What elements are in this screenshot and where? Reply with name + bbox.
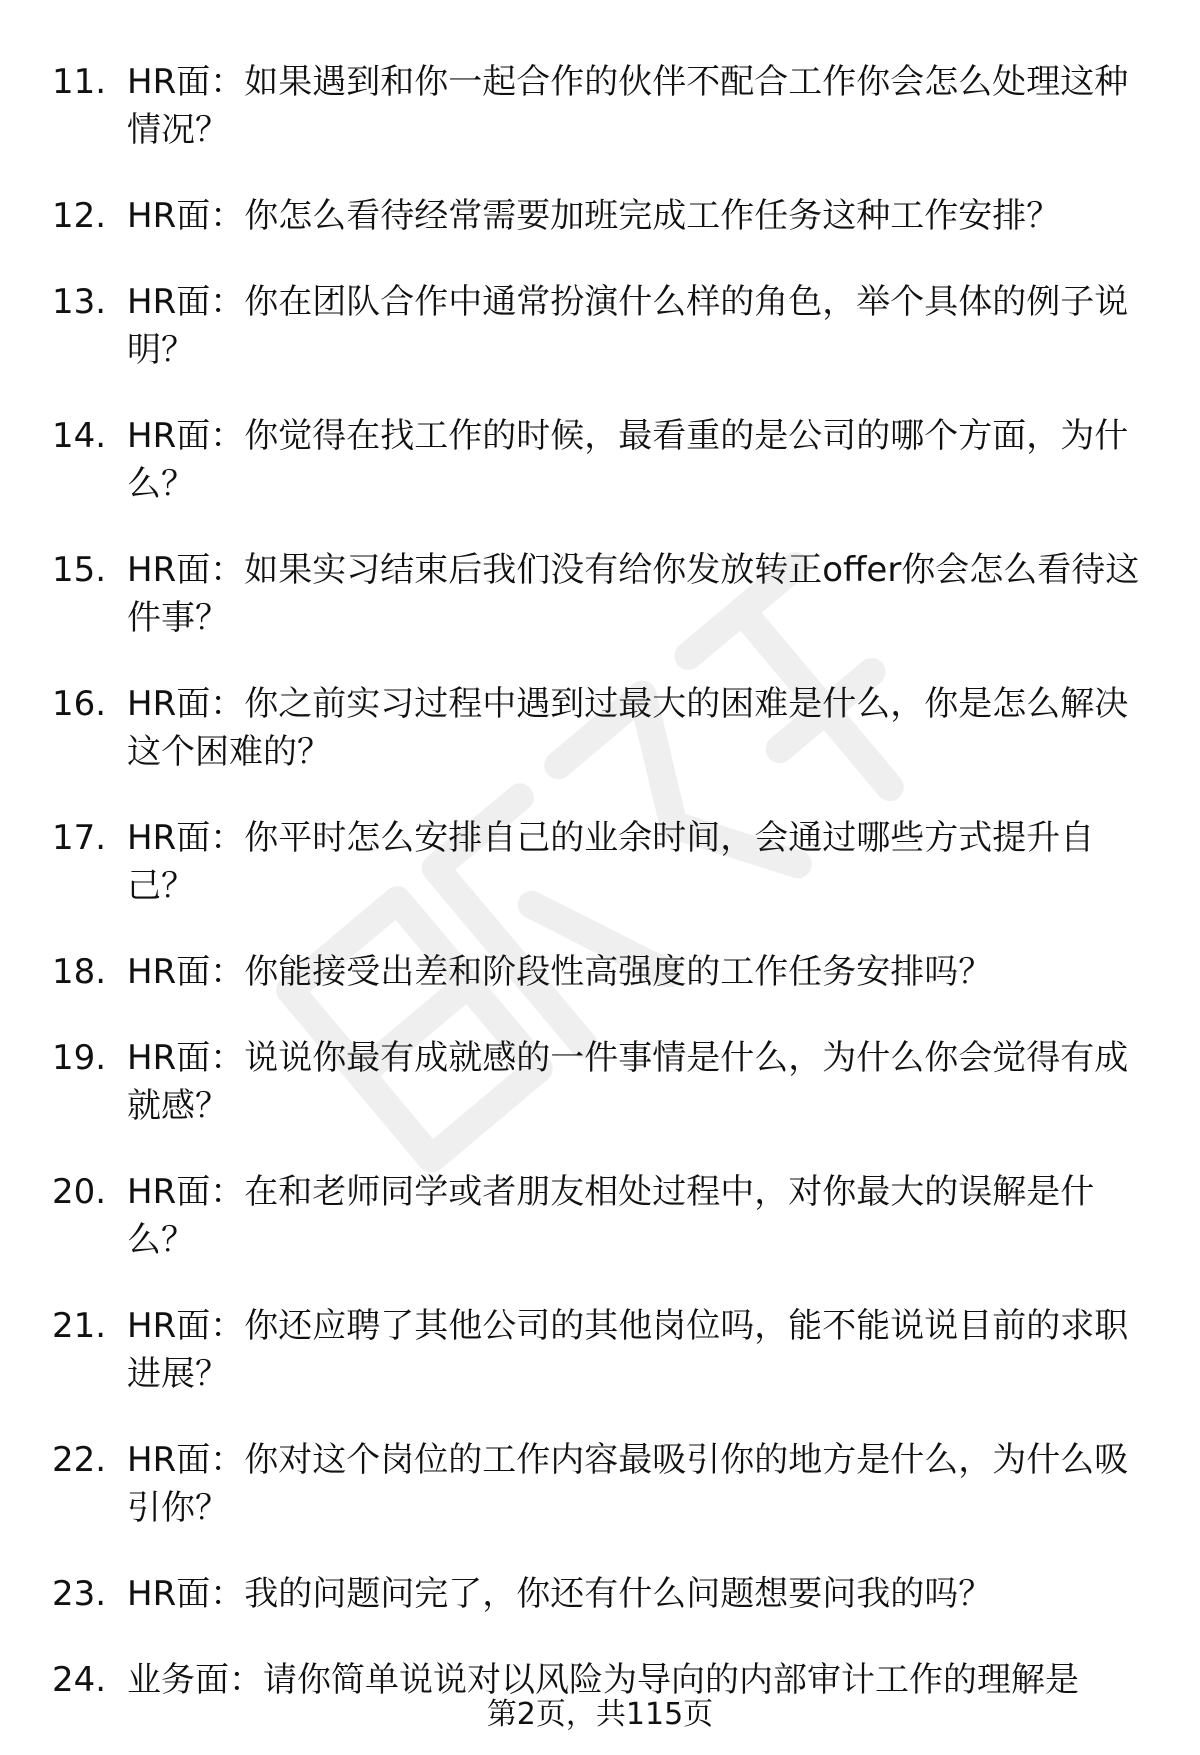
question-text: HR面：如果实习结束后我们没有给你发放转正offer你会怎么看待这件事？ [127,550,1140,638]
question-text: HR面：我的问题问完了，你还有什么问题想要问我的吗？ [127,1574,993,1614]
list-item [0,412,1200,508]
question-text: HR面：说说你最有成就感的一件事情是什么，为什么你会觉得有成就感？ [127,1038,1129,1126]
list-item [0,1034,1200,1130]
question-number: 11. [52,62,107,102]
list-item [0,192,1200,240]
question-number: 21. [52,1306,107,1346]
list-item [0,1168,1200,1264]
question-text: HR面：在和老师同学或者朋友相处过程中，对你最大的误解是什么？ [127,1172,1095,1260]
list-item [0,278,1200,374]
question-text: HR面：如果遇到和你一起合作的伙伴不配合工作你会怎么处理这种情况？ [127,62,1129,150]
question-number: 22. [52,1440,107,1480]
question-number: 23. [52,1574,107,1614]
question-number: 13. [52,282,107,322]
page-footer: 第2页，共115页 [486,1697,714,1732]
list-item [0,948,1200,996]
question-number: 20. [52,1172,107,1212]
question-number: 19. [52,1038,107,1078]
question-number: 14. [52,416,107,456]
question-text: HR面：你觉得在找工作的时候，最看重的是公司的哪个方面，为什么？ [127,416,1129,504]
question-number: 18. [52,952,107,992]
question-list [0,58,1200,1742]
list-item [0,1436,1200,1532]
question-text: HR面：你之前实习过程中遇到过最大的困难是什么，你是怎么解决这个困难的？ [127,684,1129,772]
question-text: HR面：你在团队合作中通常扮演什么样的角色，举个具体的例子说明？ [127,282,1129,370]
question-text: HR面：你还应聘了其他公司的其他岗位吗，能不能说说目前的求职进展？ [127,1306,1129,1394]
question-number: 12. [52,196,107,236]
list-item [0,546,1200,642]
question-number: 24. [52,1660,107,1700]
list-item [0,1302,1200,1398]
question-text: 业务面：请你简单说说对以风险为导向的内部审计工作的理解是 [127,1660,1079,1700]
question-text: HR面：你平时怎么安排自己的业余时间，会通过哪些方式提升自己？ [127,818,1095,906]
list-item [0,1570,1200,1618]
question-number: 16. [52,684,107,724]
list-item [0,814,1200,910]
question-text: HR面：你对这个岗位的工作内容最吸引你的地方是什么，为什么吸引你？ [127,1440,1129,1528]
question-number: 17. [52,818,107,858]
list-item [0,680,1200,776]
question-number: 15. [52,550,107,590]
question-text: HR面：你怎么看待经常需要加班完成工作任务这种工作安排？ [127,196,1061,236]
list-item [0,58,1200,154]
question-text: HR面：你能接受出差和阶段性高强度的工作任务安排吗？ [127,952,993,992]
